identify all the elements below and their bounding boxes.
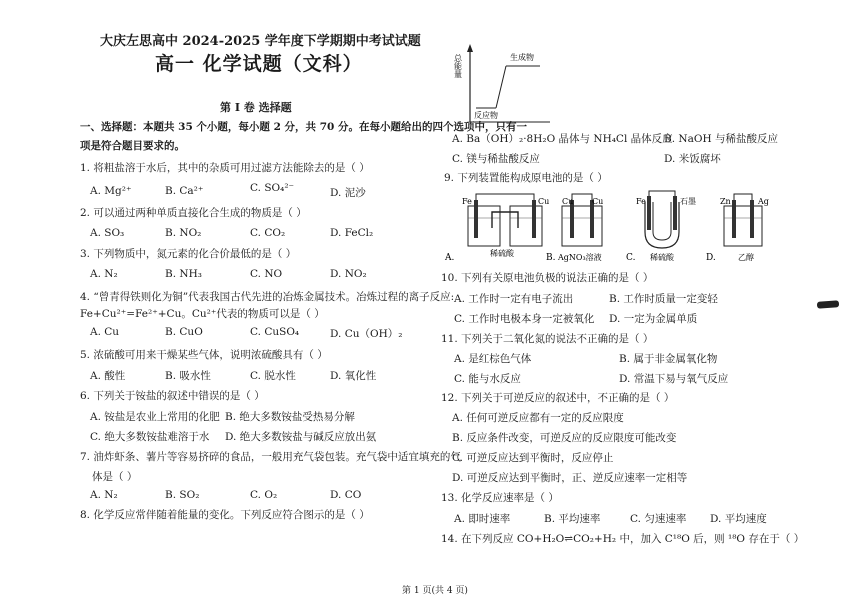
question-3-option-a: A. N₂ <box>90 268 118 280</box>
question-4-stem-line2: Fe+Cu²⁺=Fe²⁺+Cu。Cu²⁺代表的物质可以是（ ） <box>80 308 325 320</box>
question-6-option-a: A. 铵盐是农业上常用的化肥 <box>90 411 220 423</box>
label-b-left: Cu <box>562 197 574 206</box>
question-3-option-d: D. NO₂ <box>330 268 367 280</box>
question-14-stem: 14. 在下列反应 CO+H₂O⇌CO₂+H₂ 中，加入 C¹⁸O 后，则 ¹⁸O 存在于（ ） <box>441 533 805 545</box>
option-a-marker: A. <box>445 253 455 263</box>
product-label: 生成物 <box>510 53 534 62</box>
page-footer: 第 1 页(共 4 页) <box>402 586 468 596</box>
instructions-line2: 项是符合题目要求的。 <box>80 140 185 152</box>
question-13-stem: 13. 化学反应速率是（ ） <box>441 492 559 504</box>
question-10-option-d: D. 一定为金属单质 <box>609 313 698 325</box>
apparatus-c <box>626 191 696 263</box>
question-5-option-b: B. 吸水性 <box>165 370 211 382</box>
energy-diagram <box>450 40 560 130</box>
label-b-right: Cu <box>592 197 604 206</box>
question-7-option-b: B. SO₂ <box>165 489 200 501</box>
question-7-option-a: A. N₂ <box>90 489 118 501</box>
electrode-d-right <box>750 200 754 238</box>
question-2-option-d: D. FeCl₂ <box>330 227 374 239</box>
label-c-right: 石墨 <box>680 197 696 206</box>
question-12-option-d: D. 可逆反应达到平衡时，正、逆反应速率一定相等 <box>452 472 688 484</box>
question-8-option-a: A. Ba（OH）₂·8H₂O 晶体与 NH₄Cl 晶体反应 <box>452 133 673 145</box>
label-a-right: Cu <box>538 197 550 206</box>
label-d-left: Zn <box>720 197 731 206</box>
question-10-stem: 10. 下列有关原电池负极的说法正确的是（ ） <box>441 272 654 284</box>
question-7-option-d: D. CO <box>330 489 362 501</box>
beaker-d <box>724 206 762 246</box>
question-5-option-d: D. 氧化性 <box>330 370 377 382</box>
question-11-stem: 11. 下列关于二氧化氮的说法不正确的是（ ） <box>441 333 654 345</box>
ink-smudge <box>817 300 839 309</box>
question-10-option-c: C. 工作时电极本身一定被氧化 <box>454 313 595 325</box>
question-4-option-d: D. Cu（OH）₂ <box>330 328 403 340</box>
question-8-option-c: C. 镁与稀盐酸反应 <box>452 153 540 165</box>
question-13-option-c: C. 匀速速率 <box>630 513 687 525</box>
wire-d <box>734 194 752 200</box>
question-10-option-a: A. 工作时一定有电子流出 <box>454 293 574 305</box>
question-6-option-d: D. 绝大多数铵盐与碱反应放出氨 <box>225 431 377 443</box>
question-2-stem: 2. 可以通过两种单质直接化合生成的物质是（ ） <box>80 207 307 219</box>
question-11-option-d: D. 常温下易与氧气反应 <box>619 373 729 385</box>
wire-b <box>572 194 592 200</box>
label-c-left: Fe <box>636 197 646 206</box>
question-7-stem-line2: 体是（ ） <box>92 471 138 483</box>
question-11-option-b: B. 属于非金属氧化物 <box>619 353 718 365</box>
question-4-option-a: A. Cu <box>90 326 120 338</box>
question-12-option-c: C. 可逆反应达到平衡时，反应停止 <box>452 452 614 464</box>
section-title: 第 I 卷 选择题 <box>220 101 292 114</box>
question-8-option-b: B. NaOH 与稀盐酸反应 <box>664 133 778 145</box>
battery-apparatus-diagram <box>440 188 780 266</box>
question-4-option-c: C. CuSO₄ <box>250 326 300 338</box>
page-title: 高一 化学试题（文科） <box>155 53 363 75</box>
question-10-option-b: B. 工作时质量一定变轻 <box>609 293 718 305</box>
question-13-option-a: A. 即时速率 <box>454 513 511 525</box>
option-d-marker: D. <box>706 253 716 263</box>
question-11-option-c: C. 能与水反应 <box>454 373 521 385</box>
question-6-option-c: C. 绝大多数铵盐难溶于水 <box>90 431 210 443</box>
salt-bridge-a <box>492 212 518 228</box>
question-2-option-a: A. SO₃ <box>90 227 125 239</box>
label-d-solution: 乙醇 <box>738 253 754 262</box>
question-5-option-c: C. 脱水性 <box>250 370 296 382</box>
question-6-stem: 6. 下列关于铵盐的叙述中错误的是（ ） <box>80 390 265 402</box>
electrode-c-right <box>673 196 677 230</box>
electrode-a-left <box>474 200 478 238</box>
question-7-stem: 7. 油炸虾条、薯片等容易挤碎的食品，一般用充气袋包装。充气袋中适宜填充的气 <box>80 451 461 463</box>
option-b-marker: B. <box>546 253 556 263</box>
question-11-option-a: A. 是红棕色气体 <box>454 353 532 365</box>
question-7-option-c: C. O₂ <box>250 489 278 501</box>
question-12-option-b: B. 反应条件改变，可逆反应的反应限度可能改变 <box>452 432 677 444</box>
energy-transition <box>496 66 506 108</box>
question-1-option-a: A. Mg²⁺ <box>90 185 132 197</box>
instructions-line1: 一、选择题：本题共 35 个小题，每小题 2 分，共 70 分。在每小题给出的四个选项中，只有一 <box>80 121 527 133</box>
label-b-solution: AgNO₃溶液 <box>558 253 602 262</box>
question-5-stem: 5. 浓硫酸可用来干燥某些气体，说明浓硫酸具有（ ） <box>80 349 328 361</box>
question-13-option-b: B. 平均速率 <box>544 513 601 525</box>
apparatus-b <box>546 194 603 263</box>
wire-a <box>476 194 534 200</box>
question-8-stem: 8. 化学反应常伴随着能量的变化。下列反应符合图示的是（ ） <box>80 509 370 521</box>
label-d-right: Ag <box>758 197 769 206</box>
question-1-stem: 1. 将粗盐溶于水后，其中的杂质可用过滤方法能除去的是（ ） <box>80 162 370 174</box>
question-9-stem: 9. 下列装置能构成原电池的是（ ） <box>444 172 608 184</box>
label-a-solution: 稀硫酸 <box>490 249 514 258</box>
question-5-option-a: A. 酸性 <box>90 370 126 382</box>
question-8-option-d: D. 米饭腐坏 <box>664 153 721 165</box>
option-c-marker: C. <box>626 253 636 263</box>
question-12-stem: 12. 下列关于可逆反应的叙述中，不正确的是（ ） <box>441 392 675 404</box>
question-1-option-c: C. SO₄²⁻ <box>250 182 295 194</box>
question-4-option-b: B. CuO <box>165 326 203 338</box>
question-1-option-b: B. Ca²⁺ <box>165 185 204 197</box>
electrode-d-left <box>732 200 736 238</box>
electrode-a-right <box>532 200 536 238</box>
question-3-option-b: B. NH₃ <box>165 268 202 280</box>
question-2-option-c: C. CO₂ <box>250 227 286 239</box>
u-tube-inner <box>653 202 671 240</box>
question-4-stem: 4. “曾青得铁则化为铜”代表我国古代先进的冶炼金属技术。冶炼过程的离子反应: <box>80 291 455 303</box>
label-c-solution: 稀硫酸 <box>650 253 674 262</box>
question-6-option-b: B. 绝大多数铵盐受热易分解 <box>225 411 355 423</box>
y-axis-arrow <box>467 44 473 52</box>
question-12-option-a: A. 任何可逆反应都有一定的反应限度 <box>452 412 624 424</box>
question-13-option-d: D. 平均速度 <box>710 513 767 525</box>
question-2-option-b: B. NO₂ <box>165 227 202 239</box>
apparatus-a <box>444 194 549 263</box>
electrode-c-left <box>647 196 651 230</box>
y-axis-label: 总能量 <box>453 54 463 78</box>
question-1-option-d: D. 泥沙 <box>330 187 366 199</box>
label-a-left: Fe <box>462 197 472 206</box>
wire-c <box>649 191 675 196</box>
reactant-label: 反应物 <box>474 111 498 120</box>
question-3-stem: 3. 下列物质中，氮元素的化合价最低的是（ ） <box>80 248 297 260</box>
school-title: 大庆左思高中 2024-2025 学年度下学期期中考试试题 <box>100 34 421 49</box>
apparatus-d <box>706 194 769 263</box>
beaker-b <box>562 206 602 246</box>
question-3-option-c: C. NO <box>250 268 283 280</box>
